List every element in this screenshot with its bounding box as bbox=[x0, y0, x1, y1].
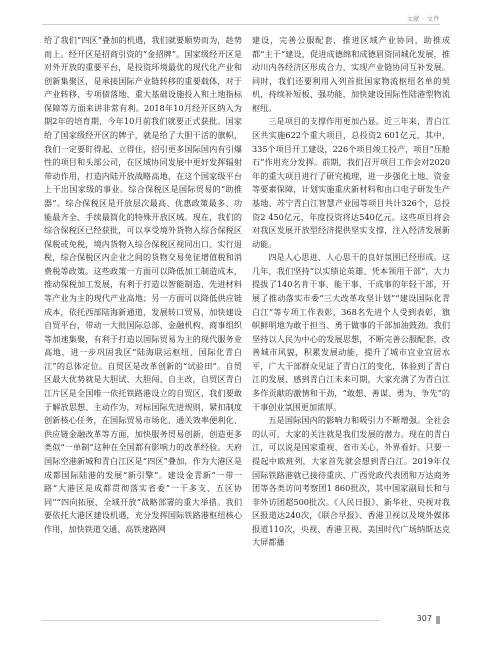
left-column bbox=[44, 34, 242, 604]
section-label: 文献 · 文件 bbox=[406, 16, 440, 23]
page-footer bbox=[42, 614, 440, 626]
paragraph: 三是项目的支撑作用更加凸显。近三年来，青白江区共实施622个重大项目，总投资2 601亿元，其中，335个项目开工建设，226个项目竣工投产，项目“压舱石”作用充分发挥。前期，我们召开项目工作会对2020年的重大项目进行了研究梳理，进一步强化土地、资金等要素保障，计划实施重庆新材料和由口电子研发生产基地、苏宁青白江智慧产业园等项目共计326个，总投资2 450亿元，年度投资将达540亿元。这些项目将会对我区发展开放型经济提供坚实支撑，注入经济发展新动能。 bbox=[252, 116, 450, 249]
paragraph: 建设，完善公服配套，推进区域产业协同，助推成都“主干”建设，促进成德绵和成德眉资同城化发展，推动川内各经济区形成合力，实现产业链协同互补发展。同时，我们还要利用入列首批国家物流枢纽名单的契机，持续补短板、强功能，加快建设国际性陆港型物流枢纽。 bbox=[252, 35, 450, 113]
page-number: 307 bbox=[416, 614, 432, 623]
right-column bbox=[252, 34, 450, 604]
paragraph: 给了我们“四区”叠加的机遇，我们就要顺势而为，趁势而上。经开区是招商引资的“金招牌”。国家级经开区是对外开放的重要平台，是投资环境最优的现代化产业和创新集聚区，是承接国际产业链转移的重要载体，对于产业转移、专项债落地、重大基础设施投入和土地指标保障等方面来讲非常有利。2018年10月经开区纳入为期2年的培育期，今年10月前我们就要正式获批。国家给了国家级经开区的牌子，就是给了大胆干活的旗帜，我们一定要盯得起、立得住，招引更多国际国内有引爆性的项目和头部公司，在区域协同发展中更好发挥辐射带动作用，打造内陆开放战略高地，在这个国家级平台上干出国家级的事业。综合保税区是国际贸易的“助推器”。综合保税区是开放层次最高、优惠政策最多、功能最齐全、手续最简化的特殊开放区域。现在，我们的综合保税区已经获批，可以享受境外货物入综合保税区保税或免税，境内货物入综合保税区视同出口、实行退税，综合保税区内企业之间的货物交易免征增值税和消费税等政策。这些政策一方面可以降低加工制造成本，推动保税加工发展，有利于打造以智能制造、先进材料等产业为主的现代产业高地；另一方面可以降低供应链成本，依托西部陆海新通道，发展转口贸易，加快建设自贸平台，带动一大批国际总部、金融机构、商事组织等加速集聚，有利于打造以国际贸易为主的现代服务业高地，进一步巩固我区“陆海联运枢纽、国际化青白江”的总体定位。自贸区是改革创新的“试验田”。自贸区最大优势就是大胆试、大胆闯、自主改，自贸区青白江片区是全国唯一依托铁路港设立的自贸区，我们要敢于解放思想、主动作为，对标国际先进规则，紧扣制度创新核心任务，在国际贸易市场化、通关效率便利化、供应链金融改革等方面，加快服务贸易创新，创造更多类似“一单制”这种在全国都有影响力的改革经验。天府国际空港新城和青白江区是“四区”叠加，作为大港区是成都国际陆港的发展“新引擎”。建设金青新“一带一路”大港区是成都贯彻落实省委“一干多支、五区协同”“四向拓展、全域开放”战略部署的重大举措。我们要依托大港区建设机遇，充分发挥国际铁路港枢纽核心作用，加快铁道交通、高铁速路网 bbox=[44, 35, 242, 534]
footer-mark bbox=[436, 616, 440, 624]
paragraph: 四是人心思进、人心思干的良好氛围已经形成。这几年，我们坚持“以实绩论英雄、凭本领用干部”，大力提拔了140名肯干事、能干事、干成事的年轻干部，开展了推动落实市委“三大改革攻坚计划”“建设国际化青白江”等专项工作表彰，368名先进个人受到表彰，旗帜鲜明地为敢于担当、勇于做事的干部加油鼓劲。我们坚持以人民为中心的发展思想，不断完善公服配套，改善城市风貌，积累发展动能，提升了城市宜业宜居水平，广大干部群众见证了青白江的变化，体验到了青白江的发展、感到青白江未来可期，大家充满了为青白江多作贡献的激情和干劲，“敢想、善谋、勇为、争先”的干事创业氛围更加浓厚。 bbox=[252, 252, 450, 412]
footer-divider bbox=[42, 620, 380, 621]
paragraph: 五是国际国内的影响力和吸引力不断增强。全社会的认可，大家的关注就是我们发展的潜力。现在的青白江，可以说是国家重视、省市关心，外界看好。只要一提起中欧班列，大家首先就会想到青白江。2019年仅国际铁路港就已接待重庆、广西党政代表团和万达商务团等各类访问考察团1 860批次，其中国家副局长和与非外访团超500批次。《人民日报》、新华社、央视对我区报道达240次，《联合早报》、香港卫视以及境外媒体报道110次，央视、香港卫视、美国时代广场纳斯达克大屏都播 bbox=[252, 415, 450, 548]
header-divider bbox=[42, 24, 440, 25]
